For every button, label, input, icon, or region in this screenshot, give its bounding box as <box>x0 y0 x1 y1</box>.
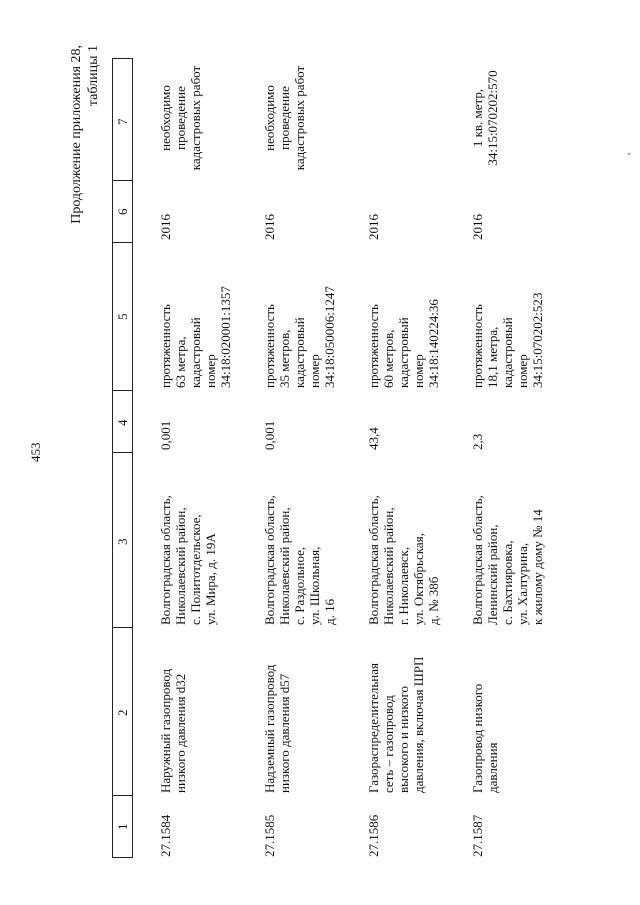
row-1-name: Наружный газопровод низкого давления d32 <box>158 668 188 793</box>
header-separator-7-6 <box>112 180 133 181</box>
row-1-characteristics: протяженность 63 метра, кадастровый номер 34:18:020001:1357 <box>158 286 233 388</box>
row-4-name: Газопровод низкого давления <box>470 683 500 793</box>
row-2-note: необходимо проведение кадастровых работ <box>262 65 307 171</box>
row-4-characteristics: протяженность 18,1 метра, кадастровый номер 34:15:070202:523 <box>470 292 545 388</box>
table-header-divider <box>132 58 133 858</box>
row-2-value: 0,001 <box>262 420 277 450</box>
row-2-year: 2016 <box>262 214 277 240</box>
header-col-6: 6 <box>115 208 130 215</box>
row-4-address: Волгоградская область, Ленинский район, с. Бахтияровка, ул. Халтурина, к жилому дому № 14 <box>470 495 545 625</box>
row-4-value: 2,3 <box>470 433 485 450</box>
row-2-number: 27.1585 <box>262 814 277 857</box>
row-1-address: Волгоградская область, Николаевский район, с. Политотдельское, ул. Мира, д. 19А <box>158 495 218 625</box>
row-3-name: Газораспределительная сеть – газопровод высокого и низкого давления, включая ШРП <box>366 656 426 793</box>
table-border-top <box>112 58 113 858</box>
page-number: 453 <box>28 442 43 462</box>
header-separator-3-2 <box>112 627 133 628</box>
row-3-year: 2016 <box>366 214 381 240</box>
table-border-left <box>112 857 133 858</box>
row-1-year: 2016 <box>158 214 173 240</box>
header-col-4: 4 <box>115 419 130 426</box>
header-separator-6-5 <box>112 242 133 243</box>
row-3-address: Волгоградская область, Николаевский район, г. Николаевск, ул. Октябрьская, д. № 38б <box>366 495 441 625</box>
row-2-characteristics: протяженность 35 метров, кадастровый номер 34:18:050006:1247 <box>262 286 337 388</box>
header-col-1: 1 <box>115 823 130 830</box>
table-caption: Продолжение приложения 28, таблицы 1 <box>69 45 101 224</box>
header-col-2: 2 <box>115 709 130 716</box>
row-3-value: 43,4 <box>366 427 381 450</box>
header-separator-2-1 <box>112 795 133 796</box>
header-col-5: 5 <box>115 313 130 320</box>
header-separator-5-4 <box>112 390 133 391</box>
row-1-number: 27.1584 <box>158 814 173 857</box>
header-col-3: 3 <box>115 538 130 545</box>
row-2-name: Надземный газопровод низкого давления d57 <box>262 664 292 793</box>
row-4-note: 1 кв. метр, 34:15:070202:570 <box>470 70 500 166</box>
row-1-note: необходимо проведение кадастровых работ <box>158 65 203 171</box>
scan-speck <box>628 153 630 155</box>
row-4-number: 27.1587 <box>470 814 485 857</box>
header-separator-4-3 <box>112 452 133 453</box>
row-3-characteristics: протяженность 60 метров, кадастровый номер 34:18:140224:36 <box>366 299 441 388</box>
table-border-right <box>112 58 133 59</box>
header-col-7: 7 <box>115 118 130 125</box>
row-3-number: 27.1586 <box>366 814 381 857</box>
row-2-address: Волгоградская область, Николаевский район, с. Раздольное, ул. Школьная, д. 16 <box>262 495 337 625</box>
row-4-year: 2016 <box>470 214 485 240</box>
row-1-value: 0,001 <box>158 420 173 450</box>
